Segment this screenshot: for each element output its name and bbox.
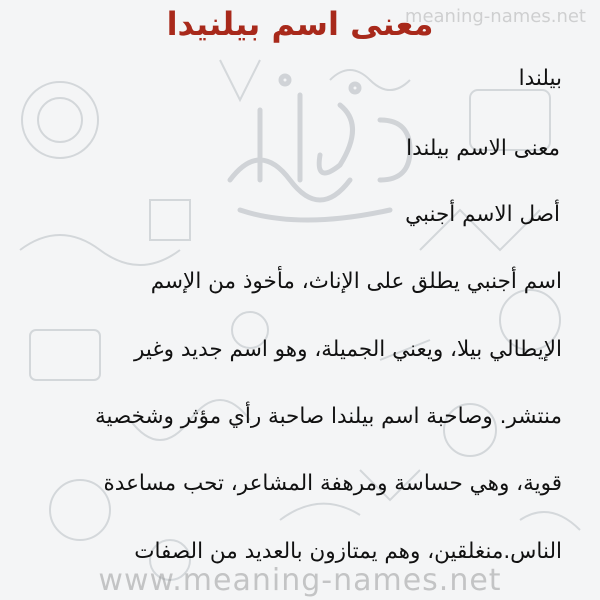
top-watermark: meaning-names.net bbox=[404, 6, 586, 27]
text-line-description: منتشر. وصاحبة اسم بيلندا صاحبة رأي مؤثر وشخصية bbox=[94, 404, 562, 429]
text-line-name: بيلندا bbox=[518, 66, 562, 91]
text-line-description: اسم أجنبي يطلق على الإناث، مأخوذ من الإسم bbox=[150, 269, 562, 294]
text-line-description: الإيطالي بيلا، ويعني الجميلة، وهو اسم جديد وغير bbox=[134, 337, 562, 362]
text-line-description: الناس.منغلقين، وهم يمتازون بالعديد من الصفات bbox=[134, 539, 562, 564]
text-line-meaning: معنى الاسم بيلندا bbox=[406, 136, 560, 161]
text-line-description: قوية، وهي حساسة ومرهفة المشاعر، تحب مساعدة bbox=[103, 471, 562, 496]
bottom-watermark: www.meaning-names.net bbox=[98, 563, 502, 598]
page-title: معنى اسم بيلنيدا bbox=[166, 5, 434, 43]
text-line-origin: أصل الاسم أجنبي bbox=[405, 202, 560, 227]
